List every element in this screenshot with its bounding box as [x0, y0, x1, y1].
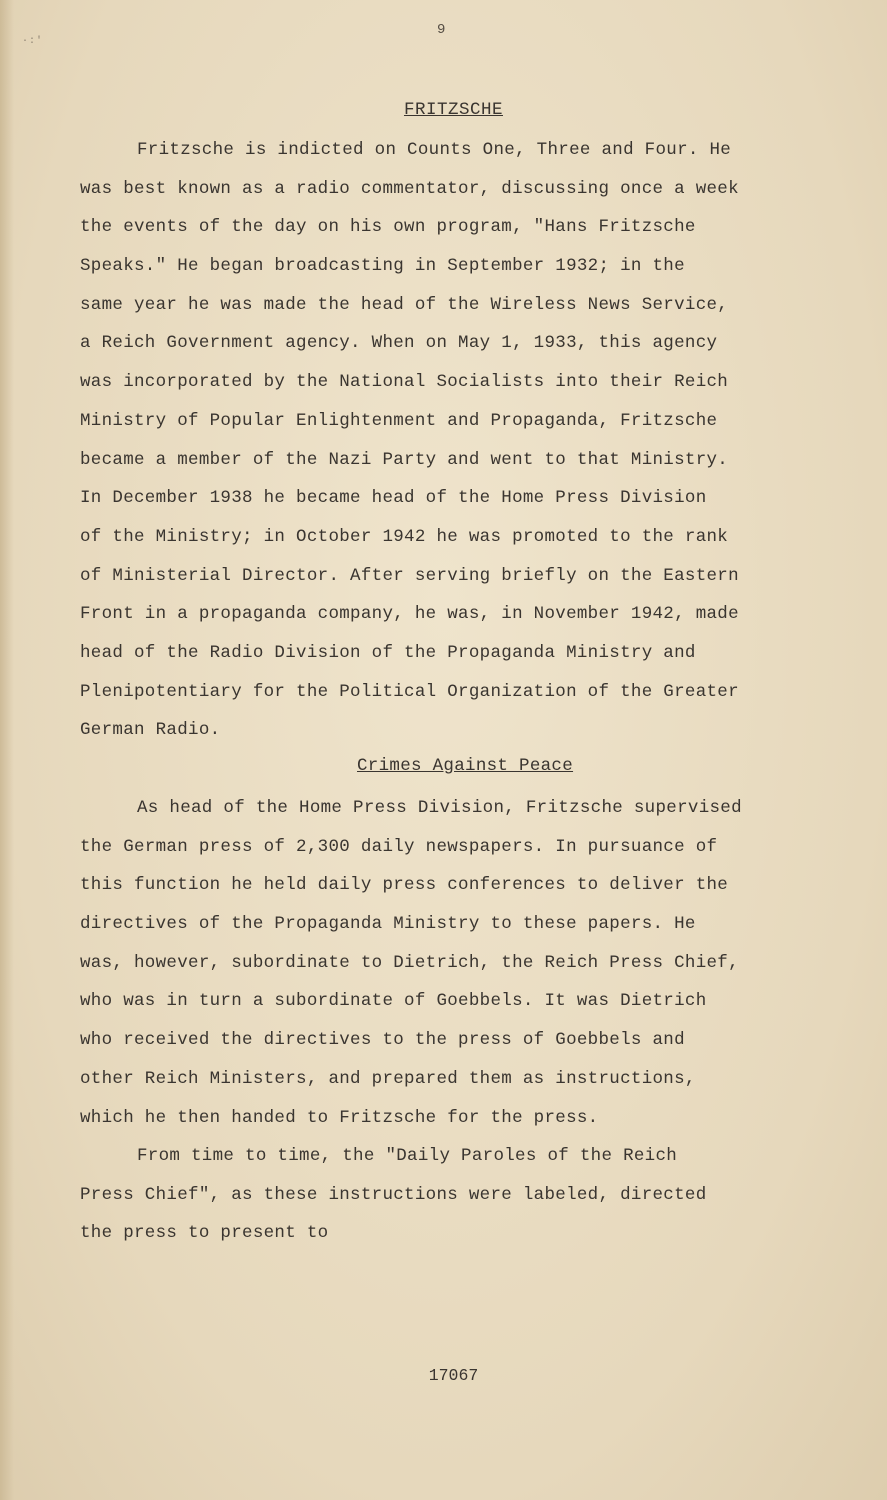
text-line: of the Ministry; in October 1942 he was promoted to the rank: [80, 526, 729, 547]
page-title: FRITZSCHE: [403, 100, 503, 120]
text-line: head of the Radio Division of the Propaganda Ministry and: [80, 642, 696, 663]
section-heading: [357, 756, 573, 776]
text-line: Plenipotentiary for the Political Organization of the Greater: [80, 681, 739, 702]
text-line: directives of the Propaganda Ministry to these papers. He: [80, 914, 696, 935]
paragraph-intro: [80, 131, 800, 750]
text-line: was incorporated by the National Socialists into their Reich: [80, 372, 729, 393]
paragraph-press-division: [80, 789, 800, 1137]
top-page-mark: 9: [437, 22, 446, 38]
text-line: became a member of the Nazi Party and went to that Ministry.: [80, 449, 729, 470]
text-line: of Ministerial Director. After serving briefly on the Eastern: [80, 565, 739, 586]
paragraph-daily-paroles: [80, 1137, 800, 1253]
text-line: Speaks." He began broadcasting in September 1932; in the: [80, 256, 685, 277]
text-line: was best known as a radio commentator, discussing once a week: [80, 178, 739, 199]
text-line: a Reich Government agency. When on May 1, 1933, this agency: [80, 333, 718, 354]
text-line: the events of the day on his own program, "Hans Fritzsche: [80, 217, 696, 238]
text-line: other Reich Ministers, and prepared them as instructions,: [80, 1068, 696, 1089]
text-line: who received the directives to the press of Goebbels and: [80, 1030, 685, 1051]
corner-mark: ·:': [22, 36, 44, 47]
text-line: was, however, subordinate to Dietrich, the Reich Press Chief,: [80, 952, 739, 973]
page-number: 17067: [428, 1366, 479, 1385]
text-line: Ministry of Popular Enlightenment and Propaganda, Fritzsche: [80, 410, 718, 431]
text-line: who was in turn a subordinate of Goebbels. It was Dietrich: [80, 991, 707, 1012]
text-line: this function he held daily press conferences to deliver the: [80, 875, 729, 896]
text-line: German Radio.: [80, 720, 221, 741]
text-line: In December 1938 he became head of the Home Press Division: [80, 488, 707, 509]
text-line: Front in a propaganda company, he was, in November 1942, made: [80, 604, 739, 625]
text-line: From time to time, the "Daily Paroles of the Reich: [137, 1146, 678, 1166]
text-line: As head of the Home Press Division, Fritzsche supervised: [137, 798, 742, 818]
text-line: the German press of 2,300 daily newspapers. In pursuance of: [80, 836, 718, 857]
text-line: same year he was made the head of the Wireless News Service,: [80, 294, 729, 315]
text-line: which he then handed to Fritzsche for the press.: [80, 1107, 599, 1128]
text-line: Fritzsche is indicted on Counts One, Three and Four. He: [137, 140, 732, 160]
text-line: Press Chief", as these instructions were labeled, directed: [80, 1184, 707, 1205]
text-line: the press to present to: [80, 1223, 329, 1244]
section-heading-text: Crimes Against Peace: [357, 756, 574, 776]
